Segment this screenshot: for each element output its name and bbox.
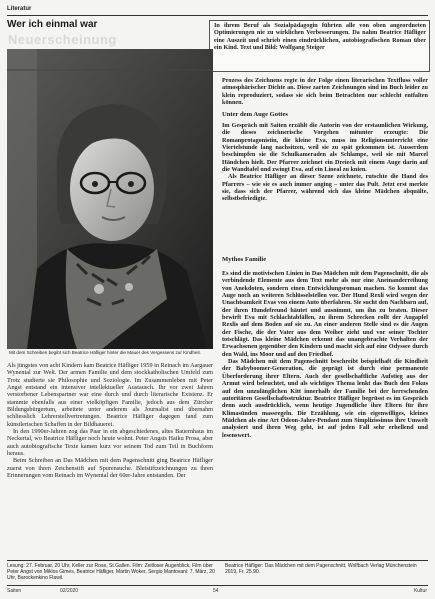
right-intro: Prozess des Zeichnens regte in der Folge einen literarischen Textfluss voller atmosphärischer Dichte an. Diese zarten Zeichnungen sind im Buch leider zu klein reproduziert, sodass sie sich beim Betrachten nur schlecht entfalten können. [222, 77, 428, 107]
paragraph: Als jüngstes von acht Kindern kam Beatrice Häfliger 1959 in Reinach im Aargauer Wynental zur Welt. Der armen Familie und dem stockkatholischen Umfeld zum Trotz studierte sie Philosophie und Soziologie. Im Zusammenleben mit Peter Angst entstand ein intensiver intellektueller Austausch. Ihr vor zwei Jahren verstorbener Lebenspartner war eine durch und durch literarische Existenz. Er stammte ebenfalls aus einer vielköpfigen Familie, jedoch aus dem Zürcher Bildungsbürgertum, arbeitete unter anderem als Journalist und übernahm schliesslich Lehrerstellvertretungen. Beatrice Häfliger dagegen fand zum künstlerischen Schaffen in der Bildhauerei. [7, 362, 213, 428]
paragraph: In den 1990er-Jahren zog das Paar in ein abgeschiedenes, altes Bauernhaus im Neckertal, wo Beatrice Häfliger noch heute wohnt. Peter Angsts Haiku Prosa, aber auch autobiografische Texte kamen kurz vor seinem Tod zum Teil in Buchform heraus. [7, 428, 213, 458]
paragraph: Als Beatrice Häfliger an dieser Szene zeichnete, rutschte die Hand des Pfarrers – wie sie es auch immer anging – unter das Pult. Jetzt erst merkte sie, dass sich der Pfarrer, während sich das kleine Mädchen abquälte, selbstbefriedigte. [222, 173, 428, 203]
top-rule [7, 15, 428, 16]
subhead-mythos-familie: Mythos Familie [222, 256, 267, 263]
page-number: 54 [213, 588, 219, 594]
magazine-name: Saiten [7, 588, 22, 594]
section-footer: Kultur [413, 588, 427, 594]
article-title: Wer ich einmal war [7, 19, 98, 30]
paragraph: Im Gespräch mit Saiten erzählt die Autorin von der erstaunlichen Wirkung, die dieses zeichnerische Vorgehen mitunter erzeugte: Die Romanprotagonistin, die kleine Eva, muss im Religionsunterricht eine Viertelstunde lang nachsitzen, weil sie zu spät gekommen ist. Ausserdem beschimpfen sie die Schulkameraden als Schlampe, weil sie mit Marcel Händchen hielt. Der Pfarrer zeichnet ein Dreieck mit einem Auge darin auf die Wandtafel und zwingt Eva, auf ein Lineal zu knien. [222, 122, 428, 174]
intro-text: In ihrem Beruf als Sozialpädagogin führten alle von oben angeordneten Optimierungen nie zu wirklichen Verbesserungen. Da nahm Beatrice Häfliger eine Auszeit und schrieb einen eindrücklichen, autobiografischen Roman über ein Kind. Text und Bild: Wolfgang Steiger [214, 22, 426, 52]
subhead-unter-dem-auge-gottes: Unter dem Auge Gottes [222, 111, 288, 118]
event-info: Lesung: 27. Februar, 20 Uhr, Keller zur Rose, St.Gallen. Film: Zeitloser Augenblick, Film über Peter Angst von Miklos Gimes, Beatrice Häfliger, Martin Woker, Sergio Mantovani: 7. März, 20 Uhr, Barockenkino Flawil. [7, 563, 215, 581]
paragraph: Beim Schreiben an Das Mädchen mit dem Pagenschnitt ging Beatrice Häfliger zuerst von ihren Zeichenstift auf Spurensuche. Bleistiftzeichnungen zu ihren Erinnerungen vom Reinach im Wynental der 60er-Jahre entstanden. Der [7, 457, 213, 480]
intro-box [209, 20, 430, 72]
section-label: Literatur [7, 6, 32, 12]
paragraph: Das Mädchen mit dem Pagenschnitt beschreibt beispielhaft die Kindheit der Babyboomer-Generation, die geprägt ist durch eine permanente Überforderung ihrer Eltern. Auch der gesellschaftliche Aufstieg aus der Armut wird beleuchtet, und als wichtiges Thema lenkt das Buch den Fokus auf den unzulänglichen Kitt innerhalb der Familie bei der herrschenden autoritären Gesellschaftsstruktur. Beatrice Häfliger begrüsst es im Gespräch denn auch ausdrücklich, wenn heutige Jugendliche ihre Eltern für ihre Klimasünden massregeln. Die Erzählung, wie ein eigenwilliges, kleines Mädchen als eine Art Ödeon-Jahre-Pendant zum Simplizissimus ihre Umwelt analysiert und ihren Weg geht, ist auf jeden Fall sehr erhellend und lesenswert. [222, 358, 428, 439]
book-info: Beatrice Häfliger: Das Mädchen mit dem Pagenschnitt, Wolfbach Verlag Münchenstein 2019, Fr. 25.90. [225, 563, 417, 575]
footer-rule [7, 560, 428, 561]
portrait-photo [7, 49, 213, 349]
right-low [222, 270, 428, 439]
photo-caption: Mit dem Schreiben begibt sich Beatrice Häfliger hinter die Mauer des Vergessens zur Kindheit. [9, 350, 202, 355]
left-column [7, 362, 213, 480]
bottom-rule [7, 585, 428, 586]
ghost-watermark-text: Neuerscheinung [8, 32, 117, 47]
right-mid [222, 122, 428, 203]
issue-number: 02/2020 [60, 588, 79, 594]
paragraph: Es sind die motivischen Linien in Das Mädchen mit dem Pagenschnitt, die als verbindende Elemente aus dem Text mehr als nur eine Aneinanderreihung von Anekdoten, sondern einen Entwicklungsroman machen. So kommt das Auge noch an weiteren Schlüsselstellen vor. Der Hund Rexli wird wegen der Unachtsamkeit Evas von einem Auto überfahren. Sie sucht den Nachbarn auf, der ihren Hundefreund häutet und ausnimmt, um ihn zu braten. Dieser bewirft Eva mit Schlachtabfällen, zu ihrem Schrecken rollt der Augapfel Rexlis auf dem Boden auf sie zu. An einer anderen Stelle sind es die Augen der Fische, die der Vater aus dem Weiher zieht und vor seiner Tochter totschlägt. Das kleine Mädchen erkennt das unangebrachte Verhalten der Erwachsenen gegenüber den Kindern und macht sich auf eine Odyssee durch den Wald, ins Moor und auf den Friedhof. [222, 270, 428, 358]
